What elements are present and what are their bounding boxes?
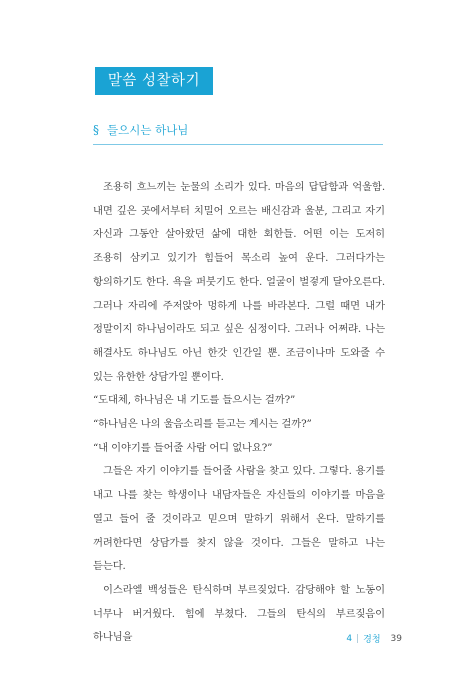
page-number: 39: [390, 633, 402, 644]
page-footer: [346, 632, 402, 645]
subheading-divider: [93, 144, 383, 145]
section-title-banner: 말씀 성찰하기: [95, 67, 213, 95]
paragraph: 이스라엘 백성들은 탄식하며 부르짖었다. 감당해야 할 노동이 너무나 버거웠다. 힘에 부쳤다. 그들의 탄식의 부르짖음이 하나님을: [93, 583, 385, 644]
chapter-number: 4: [346, 633, 353, 644]
paragraph: 그들은 자기 이야기를 들어줄 사람을 찾고 있다. 그렇다. 용기를 내고 나를 찾는 학생이나 내담자들은 자신들의 이야기를 마음을 열고 들어 줄 것이라고 믿으며 말하기 위해서 온다. 말하기를 꺼려한다면 상담가를 찾지 않을 것이다. 그들은 말하고 나는 듣는다.: [93, 465, 385, 573]
quote-line: “내 이야기를 들어줄 사람 어디 없나요?”: [93, 441, 273, 454]
quote-line: “하나님은 나의 울음소리를 듣고는 계시는 걸까?”: [93, 418, 312, 431]
chapter-title: 경청: [363, 635, 381, 645]
section-mark: §: [93, 123, 99, 137]
body-text: [93, 176, 385, 650]
paragraph: 조용히 흐느끼는 눈물의 소리가 있다. 마음의 답답함과 억울함. 내면 깊은 곳에서부터 치밀어 오르는 배신감과 울분, 그리고 자기 자신과 그동안 살아왔던 삶에 대한 회한들. 어떤 이는 도저히 조용히 삼키고 있기가 힘들어 목소리 높여 운다. 그러다가는 항의하기도 한다. 욕을 퍼붓기도 한다. 얼굴이 벌겋게 달아오른다. 그러나 자리에 주저앉아 멍하게 나를 바라본다. 그럴 때면 내가 정말이지 하나님이라도 되고 싶은 심정이다. 그러나 어쩌랴. 나는 해결사도 하나님도 아닌 한갓 인간일 뿐. 조금이나마 도와줄 수 있는 유한한 상담가일 뿐이다.: [93, 181, 385, 383]
subheading: [93, 119, 188, 141]
quote-line: “도대체, 하나님은 내 기도를 들으시는 걸까?”: [93, 394, 296, 407]
subheading-text: 들으시는 하나님: [107, 123, 189, 137]
footer-separator: |: [356, 633, 360, 644]
